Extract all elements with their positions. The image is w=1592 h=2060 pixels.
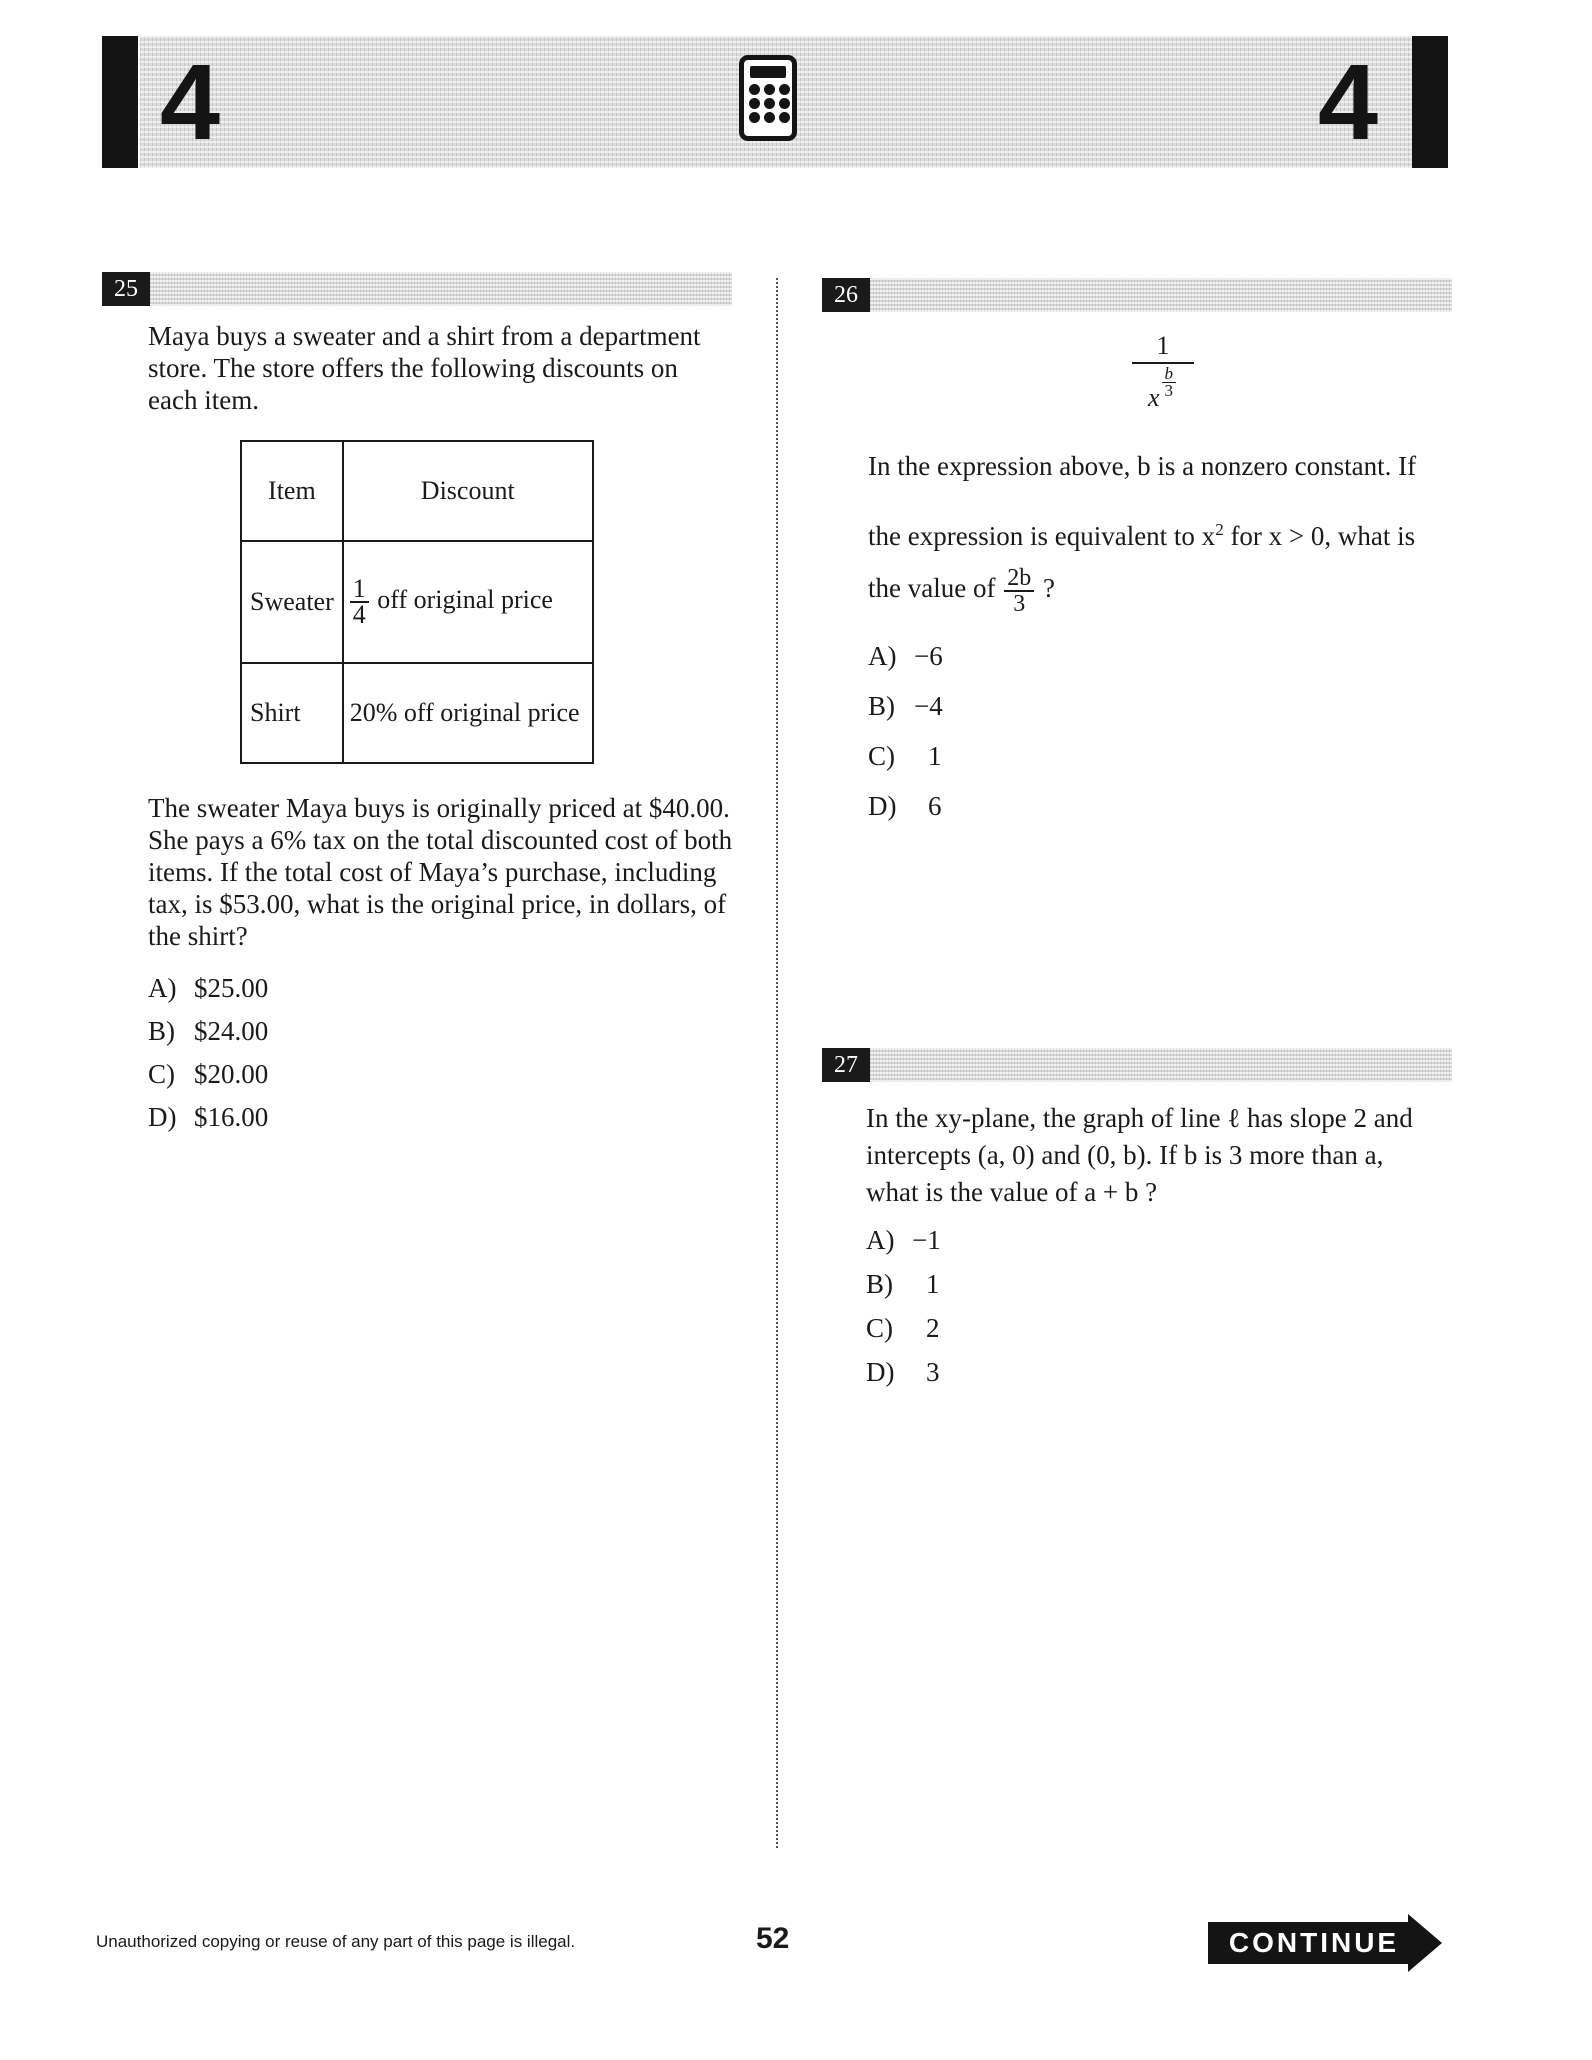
answer-choice-c[interactable]: C) 2 [866, 1313, 940, 1343]
section-number-left: 4 [160, 41, 221, 162]
answer-choice-d[interactable]: D) $16.00 [148, 1102, 269, 1132]
table-header-discount: Discount [343, 441, 593, 541]
fraction: $\frac{1}{4}$ [350, 577, 369, 627]
question-number: 27 [822, 1048, 870, 1082]
section-number-right: 4 [1318, 41, 1379, 162]
question-27-text: In the xy-plane, the graph of line ℓ has slope 2 and intercepts (a, 0) and (0, b). If b is 3 more than a, what is the value of a + b ? [866, 1103, 1413, 1207]
answer-choice-a[interactable]: A) −6 [868, 641, 943, 671]
question-26-header [822, 278, 1452, 312]
question-26-line-2: the expression is equivalent to $x^2$ for x > 0, what is [868, 520, 1416, 551]
page-number: 52 [756, 1922, 790, 1955]
question-27-header [822, 1048, 1452, 1082]
answer-choice-a[interactable]: A) $25.00 [148, 973, 269, 1003]
question-number: 25 [102, 272, 150, 306]
table-cell-discount: $\frac{1}{4}$ off original price [343, 541, 593, 663]
question-25-intro: Maya buys a sweater and a shirt from a department store. The store offers the following discounts on each item. [148, 321, 701, 415]
discount-table [240, 440, 594, 764]
expression [1132, 330, 1194, 412]
answer-choice-b[interactable]: B) $24.00 [148, 1016, 269, 1046]
table-cell-item: Sweater [241, 541, 343, 663]
calculator-icon [739, 55, 797, 141]
question-number: 26 [822, 278, 870, 312]
answer-choice-c[interactable]: C) $20.00 [148, 1059, 269, 1089]
answer-choice-d[interactable]: D) 3 [866, 1357, 940, 1387]
expression-denominator: x $\frac{b}{3}$ [1132, 364, 1194, 412]
answer-choice-c[interactable]: C) 1 [868, 741, 942, 771]
section-marker-left [102, 36, 138, 168]
question-26-line-3: the value of $\frac{2b}{3}$ ? [868, 565, 1055, 617]
question-25-header [102, 272, 732, 306]
column-divider [776, 278, 778, 1848]
table-header-row [241, 441, 593, 541]
continue-label: CONTINUE [1228, 1927, 1400, 1958]
question-25-body: The sweater Maya buys is originally priced at $40.00. She pays a 6% tax on the total discounted cost of both items. If the total cost of Maya’s purchase, including tax, is $53.00, what is the original price, in dollars, of the shirt? [148, 793, 733, 951]
table-cell-discount: 20% off original price [343, 663, 593, 763]
table-row [241, 541, 593, 663]
question-26-line-1: In the expression above, b is a nonzero constant. If [868, 451, 1417, 481]
copyright-notice: Unauthorized copying or reuse of any part of this page is illegal. [96, 1932, 576, 1951]
table-cell-item: Shirt [241, 663, 343, 763]
answer-choice-a[interactable]: A) −1 [866, 1225, 941, 1255]
answer-choice-d[interactable]: D) 6 [868, 791, 942, 821]
answer-choice-b[interactable]: B) 1 [866, 1269, 940, 1299]
answer-choice-b[interactable]: B) −4 [868, 691, 943, 721]
table-header-item: Item [241, 441, 343, 541]
section-marker-right [1412, 36, 1448, 168]
table-row [241, 663, 593, 763]
expression-numerator: 1 [1132, 330, 1194, 364]
continue-button[interactable] [1208, 1918, 1440, 1968]
